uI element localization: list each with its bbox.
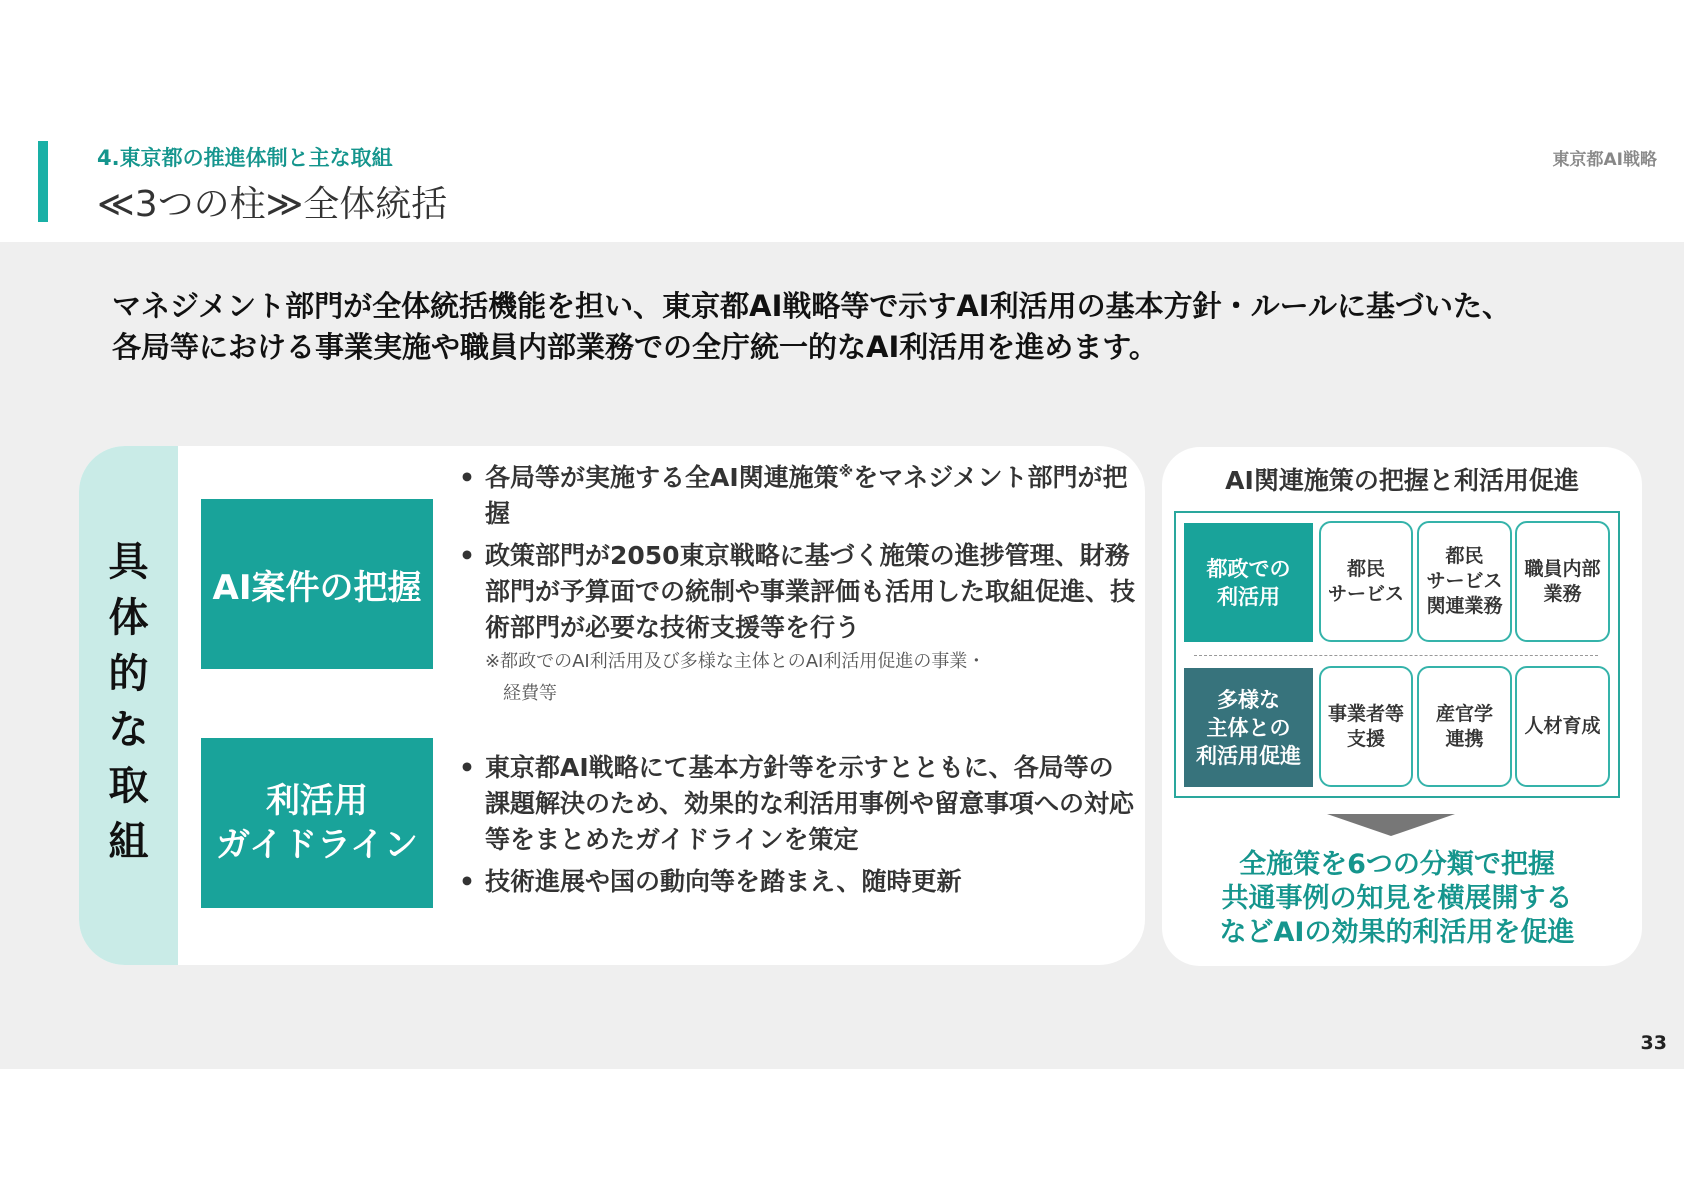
footnote-line: ※都政でのAI利活用及び多様な主体とのAI利活用促進の事業・ bbox=[485, 651, 986, 672]
cell-text: 人材育成 bbox=[1524, 715, 1601, 737]
ai-project-grasp-label bbox=[201, 499, 433, 669]
cell-text: 事業者等 bbox=[1327, 702, 1404, 725]
cell-text: 都民 bbox=[1445, 545, 1484, 567]
guideline-label bbox=[201, 738, 433, 908]
row-head-diverse bbox=[1184, 668, 1313, 787]
cell-text: サービス bbox=[1327, 582, 1404, 605]
cell-text: 都政での bbox=[1206, 556, 1291, 581]
measures-title: AI関連施策の把握と利活用促進 bbox=[1225, 466, 1579, 495]
guideline-bullets bbox=[457, 750, 1137, 906]
cell-text: サービス bbox=[1426, 570, 1503, 592]
bullet-item: • 政策部門が2050東京戦略に基づく施策の進捗管理、財務部門が予算面での統制や事業評価も活用した取組促進、技術部門が必要な技術支援等を行う bbox=[457, 538, 1137, 646]
measures-summary bbox=[1162, 848, 1632, 950]
category-cell bbox=[1515, 521, 1610, 642]
cell-text: 産官学 bbox=[1435, 702, 1493, 725]
footnote bbox=[457, 646, 1137, 710]
category-cell bbox=[1515, 666, 1610, 787]
initiatives-panel bbox=[79, 446, 1145, 965]
summary-line: 共通事例の知見を横展開する bbox=[1221, 883, 1573, 914]
bullet-text: 各局等が実施する全AI関連施策 bbox=[485, 463, 839, 492]
page-title: ≪3つの柱≫全体統括 bbox=[97, 184, 448, 225]
side-label-char: 体 bbox=[108, 595, 149, 641]
summary-line: 全施策を6つの分類で把握 bbox=[1239, 849, 1555, 880]
cell-text: 職員内部 bbox=[1524, 557, 1601, 580]
cell-text: 支援 bbox=[1346, 727, 1385, 750]
cell-text: 関連業務 bbox=[1426, 595, 1503, 617]
bullet-item bbox=[457, 460, 1137, 532]
grasp-bullets bbox=[457, 460, 1137, 710]
pill-text: 利活用 bbox=[266, 781, 368, 821]
side-label-char: 的 bbox=[108, 651, 149, 697]
accent-bar bbox=[38, 141, 48, 222]
row-divider bbox=[1194, 655, 1598, 656]
category-grid bbox=[1174, 511, 1620, 798]
side-label-char: 取 bbox=[108, 763, 149, 809]
side-label-char: な bbox=[108, 707, 149, 753]
lead-line: 各局等における事業実施や職員内部業務での全庁統一的なAI利活用を進めます。 bbox=[112, 330, 1158, 364]
pill-text: AI案件の把握 bbox=[212, 567, 422, 608]
row-head-metro bbox=[1184, 523, 1313, 642]
cell-text: 多様な bbox=[1217, 687, 1280, 712]
cell-text: 業務 bbox=[1543, 582, 1582, 605]
section-label: 4.東京都の推進体制と主な取組 bbox=[97, 146, 393, 170]
note-mark: ※ bbox=[838, 462, 854, 481]
cell-text: 主体との bbox=[1206, 715, 1291, 740]
side-label bbox=[79, 534, 178, 870]
bullet-item: • 東京都AI戦略にて基本方針等を示すとともに、各局等の課題解決のため、効果的な利活用事例や留意事項への対応等をまとめたガイドラインを策定 bbox=[457, 750, 1137, 858]
category-cell bbox=[1319, 521, 1413, 642]
document-label: 東京都AI戦略 bbox=[1552, 150, 1657, 170]
lead-line: マネジメント部門が全体統括機能を担い、東京都AI戦略等で示すAI利活用の基本方針・ルールに基づいた、 bbox=[112, 289, 1512, 323]
cell-text: 利活用促進 bbox=[1196, 743, 1301, 768]
summary-line: などAIの効果的利活用を促進 bbox=[1219, 917, 1575, 948]
cell-text: 連携 bbox=[1445, 727, 1484, 750]
down-arrow-icon bbox=[1327, 814, 1455, 836]
page-number: 33 bbox=[1640, 1032, 1667, 1054]
category-cell bbox=[1417, 666, 1512, 787]
measures-panel bbox=[1162, 447, 1642, 966]
footnote-line: 経費等 bbox=[503, 683, 557, 704]
category-cell bbox=[1417, 521, 1512, 642]
category-cell bbox=[1319, 666, 1413, 787]
lead-text bbox=[112, 286, 1632, 368]
side-label-char: 具 bbox=[108, 539, 149, 585]
bullet-text: をマネジメント部門が把握 bbox=[485, 463, 1128, 528]
cell-text: 利活用 bbox=[1217, 584, 1280, 609]
cell-text: 都民 bbox=[1346, 557, 1385, 580]
bullet-item: • 技術進展や国の動向等を踏まえ、随時更新 bbox=[457, 864, 1137, 900]
pill-text: ガイドライン bbox=[216, 825, 418, 865]
side-label-char: 組 bbox=[108, 819, 149, 865]
